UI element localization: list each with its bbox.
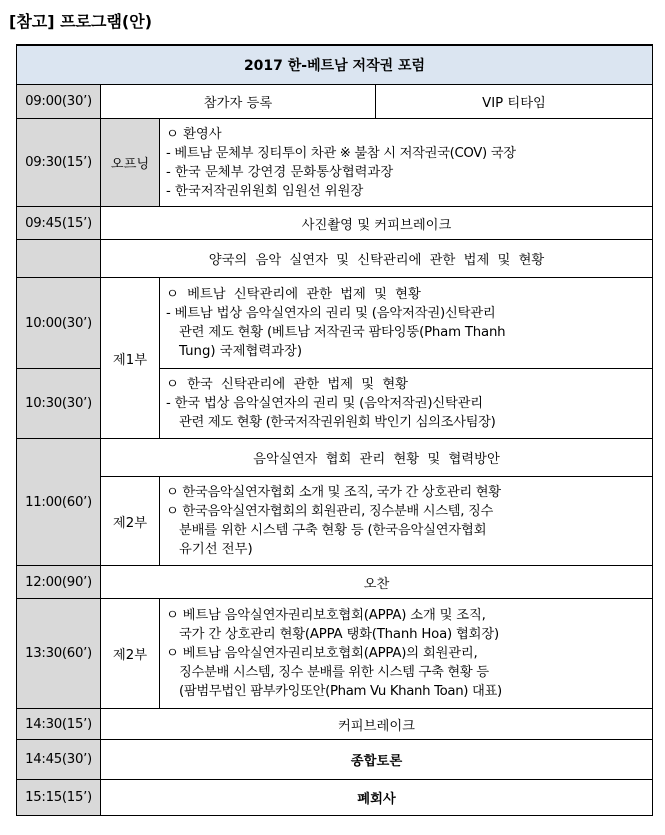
description-line: - 베트남 법상 음악실연자의 권리 및 (음악저작권)신탁관리 bbox=[166, 306, 496, 321]
time-cell: 09:45(15’) bbox=[17, 207, 101, 240]
session-label: 제2부 bbox=[101, 599, 160, 709]
photo-coffee-cell: 사진촬영 및 커피브레이크 bbox=[101, 207, 653, 240]
description-line: ㅇ 한국음악실연자협회 소개 및 조직, 국가 간 상호관리 현황 bbox=[166, 485, 501, 500]
description-line: - 한국 법상 음악실연자의 권리 및 (음악저작권)신탁관리 bbox=[166, 396, 483, 411]
discussion-cell: 종합토론 bbox=[101, 740, 653, 780]
blank-time-cell bbox=[17, 240, 101, 278]
table-row bbox=[17, 240, 653, 278]
table-row bbox=[17, 599, 653, 709]
table-row bbox=[17, 780, 653, 816]
page-heading: [참고] 프로그램(안) bbox=[9, 12, 153, 31]
lunch-cell: 오찬 bbox=[101, 566, 653, 599]
description-line: Tung) 국제협력과장) bbox=[179, 344, 303, 359]
description-line: ㅇ 환영사 bbox=[166, 126, 222, 142]
table-row bbox=[17, 439, 653, 477]
registration-cell: 참가자 등록 bbox=[101, 85, 376, 119]
description-line: 관련 제도 현황 (한국저작권위원회 박인기 심의조사팀장) bbox=[179, 415, 496, 430]
session-description bbox=[160, 278, 653, 369]
description-line: (팜범무법인 팜부카잉또안(Pham Vu Khanh Toan) 대표) bbox=[179, 684, 502, 699]
time-cell: 09:30(15’) bbox=[17, 119, 101, 207]
description-line: ㅇ 베트남 신탁관리에 관한 법제 및 현황 bbox=[166, 287, 421, 302]
description-line: 분배를 위한 시스템 구축 현황 등 (한국음악실연자협회 bbox=[179, 523, 487, 538]
session-description bbox=[160, 369, 653, 439]
session-description bbox=[160, 119, 653, 207]
time-cell: 10:30(30’) bbox=[17, 369, 101, 439]
table-row bbox=[17, 278, 653, 369]
description-line: ㅇ 베트남 음악실연자권리보호협회(APPA) 소개 및 조직, bbox=[166, 608, 486, 623]
program-table bbox=[16, 44, 653, 816]
description-line: - 베트남 문체부 징티투이 차관 ※ 불참 시 저작권국(COV) 국장 bbox=[166, 145, 516, 161]
time-cell: 15:15(15’) bbox=[17, 780, 101, 816]
session-label: 오프닝 bbox=[101, 119, 160, 207]
description-line: ㅇ 베트남 음악실연자권리보호협회(APPA)의 회원관리, bbox=[166, 646, 478, 661]
description-line: 징수분배 시스템, 징수 분배를 위한 시스템 구축 현황 등 bbox=[179, 665, 489, 680]
time-cell: 10:00(30’) bbox=[17, 278, 101, 369]
part1-topic: 양국의 음악 실연자 및 신탁관리에 관한 법제 및 현황 bbox=[101, 240, 653, 278]
description-line: - 한국저작권위원회 임원선 위원장 bbox=[166, 183, 364, 199]
description-line: 유기선 전무) bbox=[179, 542, 253, 557]
time-cell: 11:00(60’) bbox=[17, 439, 101, 566]
description-line: ㅇ 한국음악실연자협회의 회원관리, 징수분배 시스템, 징수 bbox=[166, 504, 494, 519]
table-row bbox=[17, 477, 653, 566]
table-row bbox=[17, 119, 653, 207]
session-description bbox=[160, 599, 653, 709]
session-label: 제2부 bbox=[101, 477, 160, 566]
time-cell: 09:00(30’) bbox=[17, 85, 101, 119]
description-line: 관련 제도 현황 (베트남 저작권국 팜타잉뚱(Pham Thanh bbox=[179, 325, 506, 340]
table-row bbox=[17, 85, 653, 119]
time-cell: 14:30(15’) bbox=[17, 709, 101, 740]
description-line: 국가 간 상호관리 현황(APPA 탱화(Thanh Hoa) 협회장) bbox=[179, 627, 499, 642]
closing-remarks-cell: 폐회사 bbox=[101, 780, 653, 816]
table-row bbox=[17, 207, 653, 240]
time-cell: 12:00(90’) bbox=[17, 566, 101, 599]
table-row bbox=[17, 566, 653, 599]
part2-topic: 음악실연자 협회 관리 현황 및 협력방안 bbox=[101, 439, 653, 477]
forum-title-row bbox=[17, 45, 653, 85]
vip-teatime-cell: VIP 티타임 bbox=[376, 85, 653, 119]
time-cell: 13:30(60’) bbox=[17, 599, 101, 709]
description-line: - 한국 문체부 강연경 문화통상협력과장 bbox=[166, 164, 394, 180]
session-description bbox=[160, 477, 653, 566]
time-cell: 14:45(30’) bbox=[17, 740, 101, 780]
description-line: ㅇ 한국 신탁관리에 관한 법제 및 현황 bbox=[166, 377, 409, 392]
coffee-break-cell: 커피브레이크 bbox=[101, 709, 653, 740]
table-row bbox=[17, 709, 653, 740]
session-label: 제1부 bbox=[101, 278, 160, 439]
forum-title: 2017 한-베트남 저작권 포럼 bbox=[17, 45, 653, 85]
table-row bbox=[17, 740, 653, 780]
